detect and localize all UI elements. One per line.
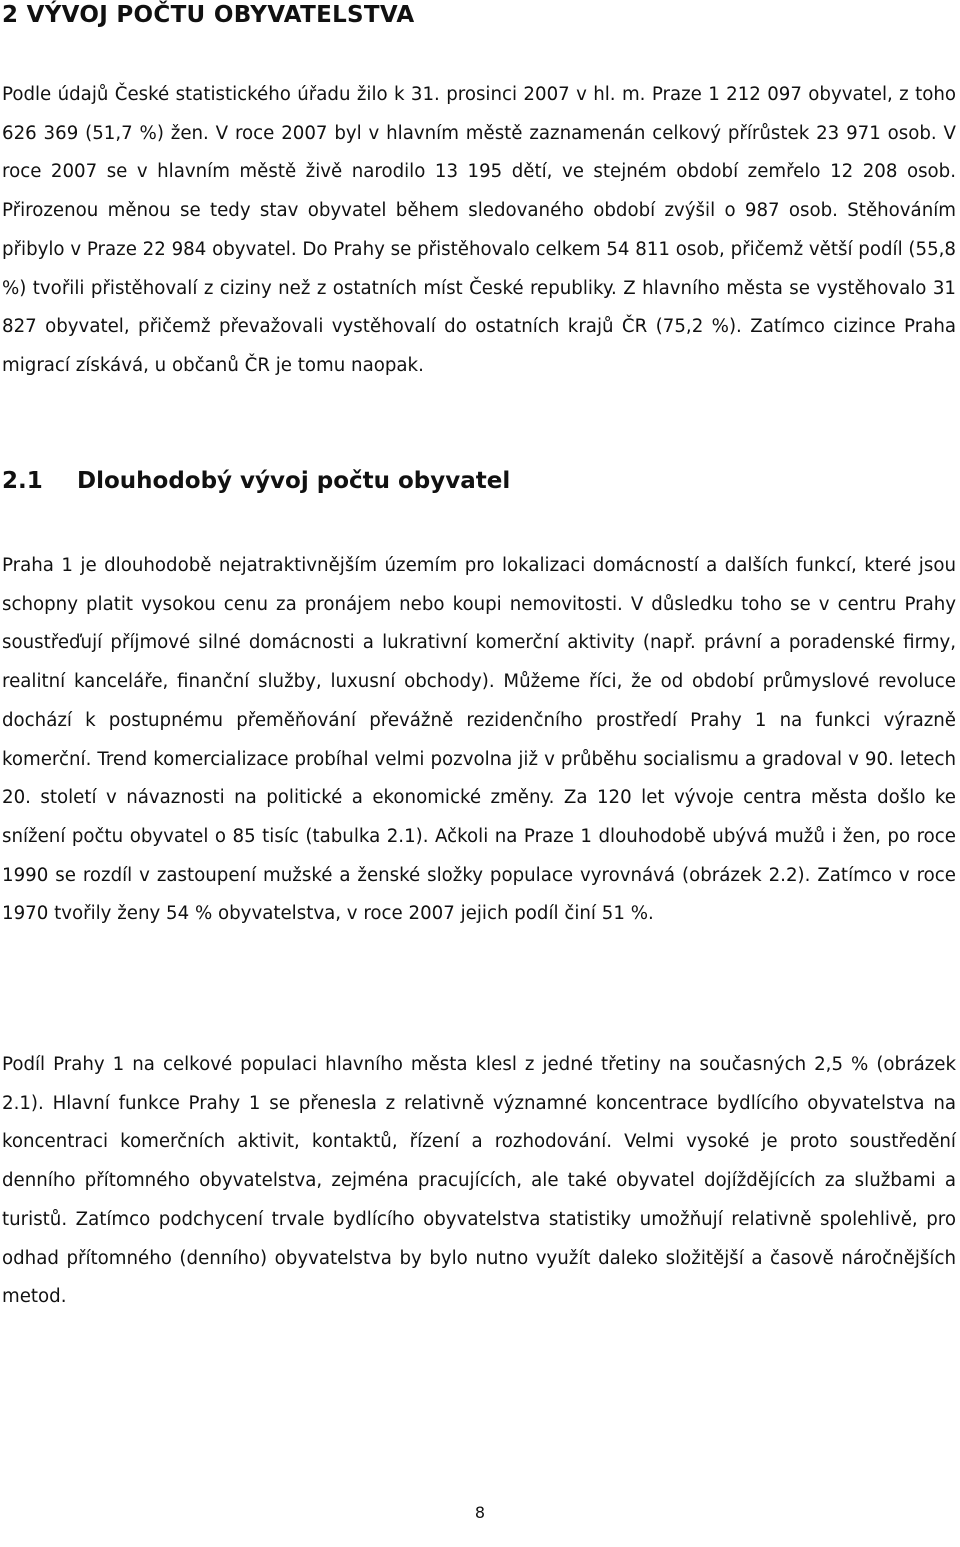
paragraph-share-of-prague: Podíl Prahy 1 na celkové populaci hlavního města klesl z jedné třetiny na současných 2,5 % (obrázek 2.1). Hlavní funkce Prahy 1 se přenesla z relativně významné koncentrace bydlícího obyvatelstva na koncentraci komerčních aktivit, kontaktů, řízení a rozhodování. Velmi vysoké je proto soustředění denního přítomného obyvatelstva, zejména pracujících, ale také obyvatel dojíždějících za službami a turistů. Zatímco podchycení trvale bydlícího obyvatelstva statistiky umožňují relativně spolehlivě, pro odhad přítomného (denního) obyvatelstva by bylo nutno využít daleko složitější a časově náročnějších metod. bbox=[2, 1054, 956, 1308]
page-number: 8 bbox=[474, 1503, 486, 1522]
subsection-number: 2.1 bbox=[2, 468, 43, 494]
subsection-title: Dlouhodobý vývoj počtu obyvatel bbox=[77, 468, 511, 494]
paragraph-population-2007: Podle údajů České statistického úřadu žilo k 31. prosinci 2007 v hl. m. Praze 1 212 097 obyvatel, z toho 626 369 (51,7 %) žen. V roce 2007 byl v hlavním městě zaznamenán celkový přírůstek 23 971 osob. V roce 2007 se v hlavním městě živě narodilo 13 195 dětí, ve stejném období zemřelo 12 208 osob. Přirozenou měnou se tedy stav obyvatel během sledovaného období zvýšil o 987 osob. Stěhováním přibylo v Praze 22 984 obyvatel. Do Prahy se přistěhovalo celkem 54 811 osob, přičemž větší podíl (55,8 %) tvořili přistěhovalí z ciziny než z ostatních míst České republiky. Z hlavního města se vystěhovalo 31 827 obyvatel, přičemž převažovali vystěhovalí do ostatních krajů ČR (75,2 %). Zatímco cizince Praha migrací získává, u občanů ČR je tomu naopak. bbox=[2, 84, 956, 376]
subsection-heading bbox=[2, 468, 510, 494]
paragraph-long-term-development: Praha 1 je dlouhodobě nejatraktivnějším územím pro lokalizaci domácností a dalších funkcí, které jsou schopny platit vysokou cenu za pronájem nebo koupi nemovitosti. V důsledku toho se v centru Prahy soustřeďují příjmové silné domácnosti a lukrativní komerční aktivity (např. právní a poradenské firmy, realitní kanceláře, finanční služby, luxusní obchody). Můžeme říci, že od období průmyslové revoluce dochází k postupnému přeměňování převážně rezidenčního prostředí Prahy 1 na funkci výrazně komerční. Trend komercializace probíhal velmi pozvolna již v průběhu socialismu a gradoval v 90. letech 20. století v návaznosti na politické a ekonomické změny. Za 120 let vývoje centra města došlo ke snížení počtu obyvatel o 85 tisíc (tabulka 2.1). Ačkoli na Praze 1 dlouhodobě ubývá mužů i žen, po roce 1990 se rozdíl v zastoupení mužské a ženské složky populace vyrovnává (obrázek 2.2). Zatímco v roce 1970 tvořily ženy 54 % obyvatelstva, v roce 2007 jejich podíl činí 51 %. bbox=[2, 555, 956, 925]
section-heading: 2 VÝVOJ POČTU OBYVATELSTVA bbox=[2, 2, 415, 28]
